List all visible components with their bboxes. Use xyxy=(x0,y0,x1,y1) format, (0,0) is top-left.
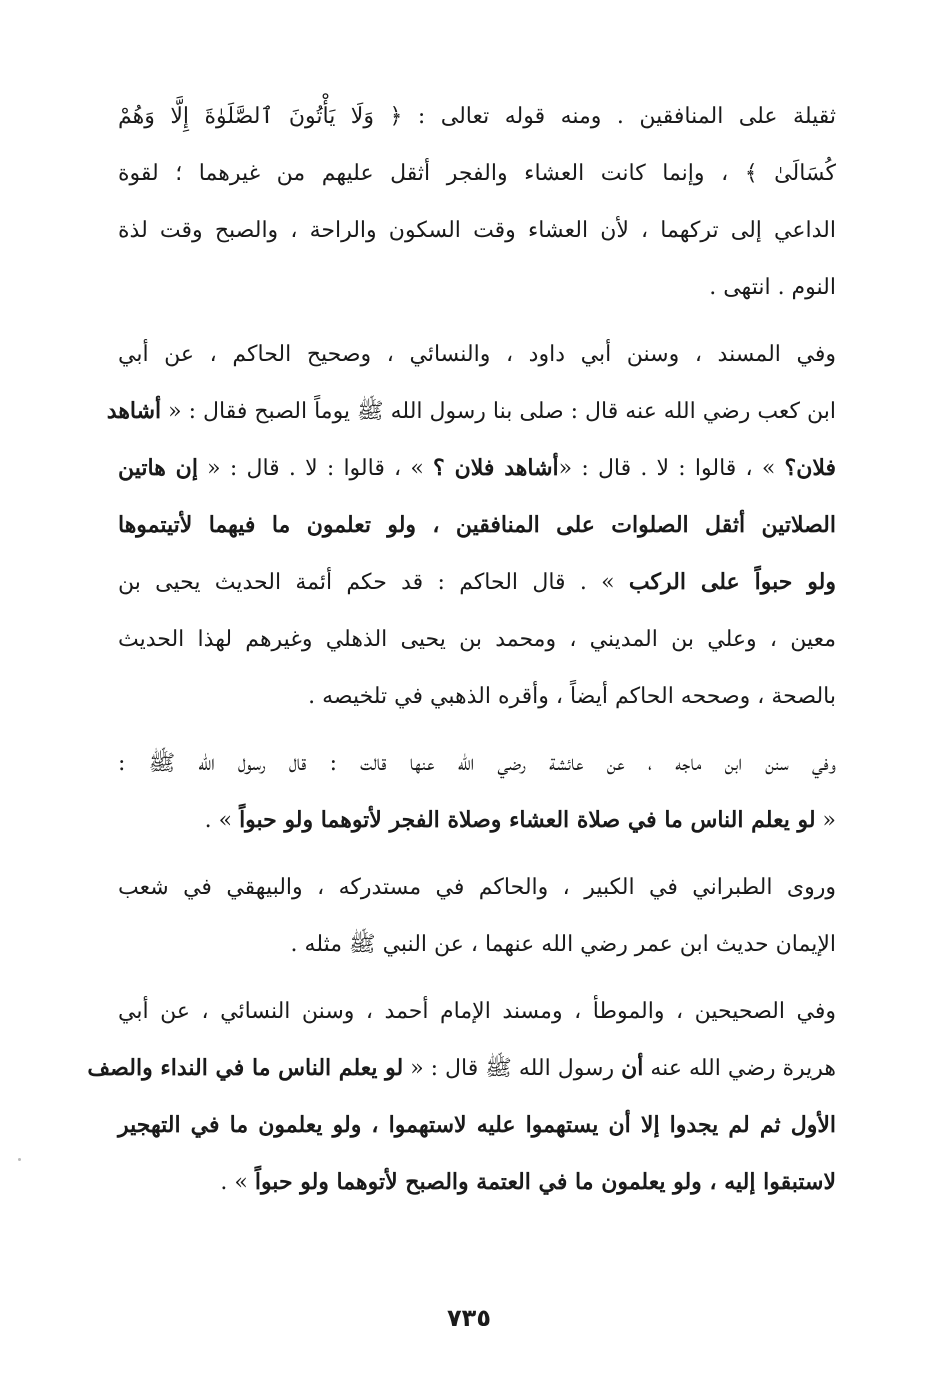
text-line xyxy=(118,88,836,145)
text-line xyxy=(118,611,836,668)
text-span: » . xyxy=(204,808,240,833)
text-block xyxy=(87,88,836,1211)
text-span: وفي سنن ابن ماجه ، عن عائشة رضي الله عنها قالت : قال رسول الله ﷺ : xyxy=(118,751,836,776)
text-line xyxy=(118,1154,836,1211)
text-span: وروى الطبراني في الكبير ، والحاكم في مستدركه ، والبيهقي في شعب xyxy=(118,875,836,900)
text-span: رسول الله ﷺ قال : « xyxy=(403,1056,622,1081)
text-span: » . xyxy=(220,1170,255,1195)
bold-text-span: فلان؟ xyxy=(784,455,836,481)
text-line xyxy=(118,259,836,316)
paragraph-gap xyxy=(118,973,836,983)
text-line xyxy=(118,735,836,792)
text-line xyxy=(118,983,836,1040)
text-span: « xyxy=(815,808,836,833)
text-span: النوم . انتهى . xyxy=(709,275,836,300)
paragraph-gap xyxy=(118,849,836,859)
text-span: هريرة رضي الله عنه xyxy=(643,1056,836,1081)
text-span: الداعي إلى تركهما ، لأن العشاء وقت السكون والراحة ، والصبح وقت لذة xyxy=(118,218,836,243)
text-span: الإيمان حديث ابن عمر رضي الله عنهما ، عن النبي ﷺ مثله . xyxy=(290,932,836,957)
bold-text-span: ولو حبواً على الركب xyxy=(628,569,836,595)
text-line xyxy=(118,668,836,725)
text-span: » ، قالوا : لا . قال : « xyxy=(558,456,785,481)
text-line xyxy=(118,202,836,259)
text-line xyxy=(118,859,836,916)
text-span: ابن كعب رضي الله عنه قال : صلى بنا رسول الله ﷺ يوماً الصبح فقال : « xyxy=(161,399,836,424)
text-line xyxy=(118,916,836,973)
bold-text-span: لو يعلم الناس ما في صلاة العشاء وصلاة الفجر لأتوهما ولو حبواً xyxy=(239,807,816,833)
text-line xyxy=(118,554,836,611)
paragraph-gap xyxy=(118,316,836,326)
text-line xyxy=(118,440,836,497)
bold-text-span: إن هاتين xyxy=(118,455,198,481)
bold-text-span: أشاهد فلان ؟ xyxy=(433,455,559,481)
bold-text-span: الأول ثم لم يجدوا إلا أن يستهموا عليه لاستهموا ، ولو يعلمون ما في التهجير xyxy=(118,1112,836,1138)
page-body xyxy=(87,88,836,1211)
bold-text-span: أشاهد xyxy=(106,398,162,424)
text-line xyxy=(118,1097,836,1154)
paragraph xyxy=(118,859,836,973)
paragraph xyxy=(87,983,836,1211)
paragraph-gap xyxy=(118,725,836,735)
bold-text-span: الصلاتين أثقل الصلوات على المنافقين ، ولو تعلمون ما فيهما لأتيتموها xyxy=(118,512,836,538)
bold-text-span: أن xyxy=(621,1055,644,1081)
text-line xyxy=(87,1040,836,1097)
text-span: وفي الصحيحين ، والموطأ ، ومسند الإمام أحمد ، وسنن النسائي ، عن أبي xyxy=(118,999,836,1024)
text-span: وفي المسند ، وسنن أبي داود ، والنسائي ، وصحيح الحاكم ، عن أبي xyxy=(118,342,836,367)
text-span: ثقيلة على المنافقين . ومنه قوله تعالى : ﴿ وَلَا يَأْتُونَ ٱلصَّلَوٰةَ إِلَّا وَهُمْ xyxy=(118,104,836,129)
page-number: ٧٣٥ xyxy=(447,1304,491,1332)
bold-text-span: لاستبقوا إليه ، ولو يعلمون ما في العتمة والصبح لأتوهما ولو حبواً xyxy=(254,1169,836,1195)
paragraph xyxy=(106,326,836,725)
bold-text-span: لو يعلم الناس ما في النداء والصف xyxy=(87,1055,404,1081)
text-line xyxy=(118,497,836,554)
text-span: » ، قالوا : لا . قال : « xyxy=(197,456,434,481)
text-line xyxy=(118,145,836,202)
text-span: » . قال الحاكم : قد حكم أئمة الحديث يحيى بن xyxy=(118,570,629,595)
paragraph xyxy=(118,735,836,849)
text-span: معين ، وعلي بن المديني ، ومحمد بن يحيى الذهلي وغيرهم لهذا الحديث xyxy=(118,627,836,652)
text-line xyxy=(106,383,836,440)
scan-speck xyxy=(18,1158,21,1161)
paragraph xyxy=(118,88,836,316)
text-line xyxy=(118,792,836,849)
text-span: بالصحة ، وصححه الحاكم أيضاً ، وأقره الذهبي في تلخيصه . xyxy=(308,684,836,709)
text-line xyxy=(118,326,836,383)
text-span: كُسَالَىٰ ﴾ ، وإنما كانت العشاء والفجر أثقل عليهم من غيرهما ؛ لقوة xyxy=(118,161,836,186)
